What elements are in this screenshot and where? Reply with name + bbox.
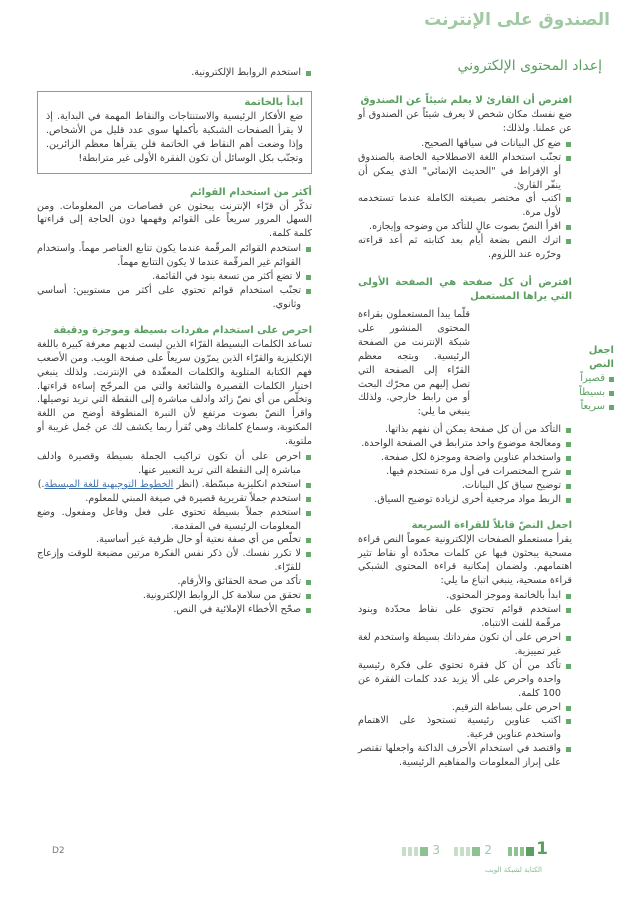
list-item: توضيح سياق كل البيانات. [358, 479, 572, 493]
list-item: التأكد من أن كل صفحة يمكن أن نفهم بذاتها. [358, 423, 572, 437]
page-title: الصندوق على الإنترنت [424, 10, 610, 30]
list-item: استخدم الروابط الإلكترونية. [37, 66, 312, 80]
side-box-item: قصيراً [572, 372, 614, 386]
list-item: ابدأ بالخاتمة وموجز المحتوى. [358, 589, 572, 603]
list-item: شرح المختصرات في أول مرة تستخدم فيها. [358, 465, 572, 479]
page-code: D2 [52, 846, 65, 856]
footer-caption: الكتابة لشبكة الويب [485, 866, 542, 874]
heading-assume-reader: افترض أن القارئ لا يعلم شيئاً عن الصندوق [360, 95, 572, 106]
list-item: تحقق من سلامة كل الروابط الإلكترونية. [37, 589, 312, 603]
list-item [37, 478, 312, 492]
list-item: استخدم جملاً تقريرية قصيرة في صيغة المبني للمعلوم. [37, 492, 312, 506]
paragraph: يقرأ مستعملو الصفحات الإلكترونية عموماً النص قراءة مسحية يبحثون فيها عن كلمات محدّدة أو نقاط تثير اهتمامهم. ولضمان إمكانية قراءة المحتوى الشبكي قراءة مسحية، ينبغي اتباع ما يلي: [358, 533, 572, 587]
list-item: اقرأ النصّ بصوت عالٍ للتأكد من وضوحه وإيجازه. [358, 220, 572, 234]
list-item: احرص على أن تكون تراكيب الجملة بسيطة وقصيرة وادلف مباشرة إلى النقطة التي تريد التعبير عنها. [37, 450, 312, 478]
plain-language-guidelines-link[interactable]: الخطوط التوجيهية للغة المبسطة [44, 478, 174, 490]
list-item: صحّح الأخطاء الإملائية في النص. [37, 603, 312, 617]
nav-page-1[interactable]: 1 [536, 839, 548, 859]
list-item: ومعالجة موضوع واحد مترابط في الصفحة الواحدة. [358, 437, 572, 451]
bullet-list [358, 423, 572, 506]
list-item: اكتب عناوين رئيسية تستحوذ على الاهتمام واستخدم عناوين فرعية. [358, 714, 572, 742]
list-item: لا تكرر نفسك. لأن ذكر نفس الفكرة مرتين مضيعة للوقت وإزعاج للقرّاء. [37, 547, 312, 575]
list-item: تجنّب استخدام اللغة الاصطلاحية الخاصة بالصندوق أو الإفراط في "الحديث الإنمائي" الذي يمكن أن ينفّر القارئ. [358, 151, 572, 193]
list-item: تأكد من صحة الحقائق والأرقام. [37, 575, 312, 589]
tip-box [37, 91, 312, 174]
list-item: تأكد من أن كل فقرة تحتوي على فكرة رئيسية واحدة واحرص على ألا يزيد عدد كلمات الفقرة عن 100 كلمة. [358, 659, 572, 701]
side-box-heading: اجعل النص [588, 345, 614, 370]
list-item: تجنّب استخدام قوائم تحتوي على أكثر من مستويين: أساسي وثانوي. [37, 284, 312, 312]
bullet-list [358, 137, 572, 262]
list-item: ضع كل البيانات في سياقها الصحيح. [358, 137, 572, 151]
paragraph: تساعد الكلمات البسيطة القرّاء الذين ليست لديهم معرفة كبيرة باللغة الإنكليزية والقرّاء الذين يمرّون سريعاً على صفحة الويب. ومن الأصعب فهم الكتابة المتلوية والكلمات المعقّدة في الإنترنت. ولذلك ينبغي اختيار الكلمات القصيرة والشائعة والتي من المرجّح إساءة قراءتها. وتخلّص من أي نصّ زائد وادلف مباشرة إلى النقطة التي تريد توصيلها. واقرأ النصّ بصوت مرتفع لأن النبرة المنطوقة أوضح من اللغة المكتوبة، وسماع كلماتك وهي تُقرأ ربما يكشف لك عن جُمل غريبة أو ملتوية. [37, 338, 312, 448]
side-box-item: سريعاً [572, 400, 614, 414]
progress-bars-icon [454, 847, 480, 856]
list-item-text: .) [37, 478, 45, 490]
list-item: استخدم قوائم تحتوي على نقاط محدّدة وبنود مرقّمة للفت الانتباه. [358, 603, 572, 631]
heading-quick-reading: اجعل النصّ قابلاً للقراءة السريعة [411, 519, 572, 531]
list-item: تخلّص من أي صفة نعتية أو حال ظرفية غير أساسية. [37, 533, 312, 547]
tip-text: ضع الأفكار الرئيسية والاستنتاجات والنقاط المهمة في البداية. إذ لا يقرأ الصفحات الشبكية بأكملها سوى عدد قليل من الأشخاص. وإذا وضعت أهم النقاط في الخاتمة فلن يقرأها معظم الزائرين. وتجنّب بكل الوسائل أن تكون الفقرة الأولى غير مترابطة! [46, 110, 303, 164]
tip-heading: ابدأ بالخاتمة [244, 96, 303, 108]
list-item: لا تضع أكثر من تسعة بنود في القائمة. [37, 270, 312, 284]
list-item: استخدم جملاً بسيطة تحتوي على فعل وفاعل ومفعول. وضع المعلومات الرئيسية في المقدمة. [37, 506, 312, 534]
list-item: الربط مواد مرجعية أخرى لزيادة توضيح السياق. [358, 493, 572, 507]
progress-bars-icon [402, 847, 428, 856]
heading-first-page: افترض أن كل صفحة هي الصفحة الأولى التي يراها المستعمل [358, 276, 572, 302]
paragraph: قلّما يبدأ المستعملون بقراءة المحتوى المنشور على شبكة الإنترنت من الصفحة الرئيسية. ويتجه معظم القرّاء إلى الصفحة التي تصل إليهم من محرّك البحث أو من رابط خارجي. ولذلك ينبغي ما يلي: [358, 308, 470, 418]
heading-simple-words: احرص على استخدام مفردات بسيطة وموجزة ودقيقة [53, 324, 312, 336]
side-box-item: بسيطاً [572, 386, 614, 400]
side-box [572, 344, 614, 414]
heading-lists: أكثر من استخدام القوائم [190, 186, 312, 198]
bullet-list [358, 589, 572, 770]
list-item: استخدم القوائم المرقّمة عندما يكون تتابع العناصر مهماً. واستخدام القوائم غير المرقّمة عندما لا يكون التتابع مهماً. [37, 242, 312, 270]
nav-page-3[interactable]: 3 [432, 843, 440, 857]
progress-bars-icon [508, 847, 534, 856]
list-item: واستخدام عناوين واضحة وموجزة لكل صفحة. [358, 451, 572, 465]
list-item: احرص على بساطة الترقيم. [358, 701, 572, 715]
bullet-list [37, 450, 312, 617]
nav-page-2[interactable]: 2 [484, 843, 492, 857]
page-navigation [432, 839, 548, 861]
list-item-text: استخدم انكليزية مبسّطة. (انظر [173, 478, 301, 490]
section-title: إعداد المحتوى الإلكتروني [457, 58, 602, 74]
left-column [37, 66, 312, 617]
bullet-list [37, 242, 312, 312]
right-column [358, 94, 572, 770]
list-item: واقتصد في استخدام الأحرف الداكنة واجعلها تقتصر على إبراز المعلومات والمفاهيم الرئيسية. [358, 742, 572, 770]
paragraph: ضع نفسك مكان شخص لا يعرف شيئاً عن الصندوق أو عن عملنا. ولذلك: [358, 109, 572, 134]
list-item: احرص على أن تكون مفرداتك بسيطة واستخدم لغة غير تمييزية. [358, 631, 572, 659]
list-item: اترك النص بضعة أيام بعد كتابته ثم أعد قراءته وحرّره عند اللزوم. [358, 234, 572, 262]
bullet-list [37, 66, 312, 80]
paragraph: تذكّر أن قرّاء الإنترنت يبحثون عن قصاصات من المعلومات. ومن السهل المرور سريعاً على القوائم وفهمها دون الحاجة إلى قراءتها كلمة كلمة. [37, 200, 312, 240]
list-item: اكتب أي مختصر بصيغته الكاملة عندما تستخدمه لأول مرة. [358, 192, 572, 220]
